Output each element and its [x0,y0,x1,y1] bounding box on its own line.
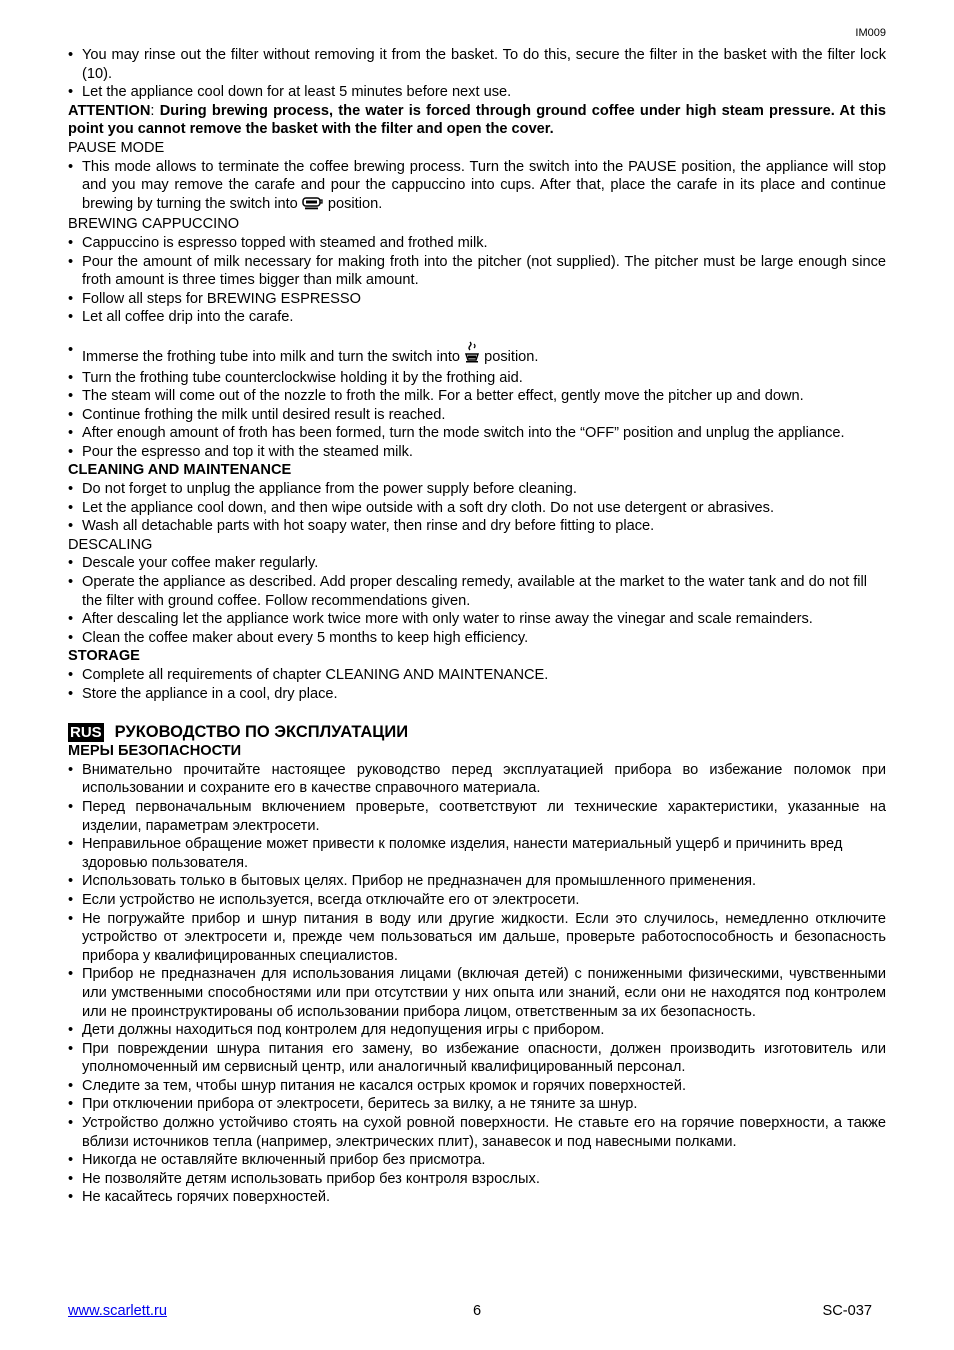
list-item: • Continue frothing the milk until desired result is reached. [68,406,886,425]
section-title-cleaning: CLEANING AND MAINTENANCE [68,462,292,479]
list-item: • Не погружайте прибор и шнур питания в воду или другие жидкости. Если это случилось, немедленно отключите устройство от электросети и, прежде чем пользоваться им дальше, проверьте работоспособность и безопасность прибора у квалифицированных специалистов. [68,910,886,966]
list-item [68,341,886,369]
list-item: • Clean the coffee maker about every 5 months to keep high efficiency. [68,629,886,648]
language-badge: RUS [70,724,102,742]
document-code: IM009 [855,27,886,39]
list-item: • Не позволяйте детям использовать прибор без контроля взрослых. [68,1170,886,1189]
list-item: • Pour the amount of milk necessary for making froth into the pitcher (not supplied). The pitcher must be large enough since froth amount is three times bigger than milk amount. [68,253,886,290]
steam-text-end: position. [480,348,539,365]
page-footer [68,1303,872,1323]
list-item: • Устройство должно устойчиво стоять на сухой ровной поверхности. Не ставьте его на горячие поверхности, а также вблизи источников тепла (например, электрических плит), занавесок и под навесными полками. [68,1114,886,1151]
list-item: • Operate the appliance as described. Add proper descaling remedy, available at the market to the water tank and do not fill the filter with ground coffee. Follow recommendations given. [68,573,886,610]
pause-text-end: position. [323,195,383,212]
list-item: • Do not forget to unplug the appliance from the power supply before cleaning. [68,480,886,499]
attention-text: During brewing process, the water is forced through ground coffee under high steam pressure. At this point you cannot remove the basket with the filter and open the cover. [68,102,886,138]
coffee-cup-icon [302,197,324,216]
list-item: • Неправильное обращение может привести к поломке изделия, нанести материальный ущерб и причинить вред здоровью пользователя. [68,835,886,872]
list-item: • Let all coffee drip into the carafe. [68,308,886,327]
list-item: • Pour the espresso and top it with the steamed milk. [68,443,886,462]
list-item: • Внимательно прочитайте настоящее руководство перед эксплуатацией прибора во избежание поломок при использовании и сохраните его в качестве справочного материала. [68,761,886,798]
model-number: SC-037 [822,1303,872,1319]
section-title-pause-mode: PAUSE MODE [68,139,165,156]
russian-section-header [68,723,886,742]
list-item: • Не касайтесь горячих поверхностей. [68,1188,886,1207]
list-item: • Let the appliance cool down, and then wipe outside with a soft dry cloth. Do not use detergent or abrasives. [68,499,886,518]
section-title-descaling: DESCALING [68,536,153,553]
attention-note [68,102,886,139]
list-item: • Cappuccino is espresso topped with steamed and frothed milk. [68,234,886,253]
list-item: • Использовать только в бытовых целях. Прибор не предназначен для промышленного применения. [68,872,886,891]
list-item: • Перед первоначальным включением проверьте, соответствуют ли технические характеристики, указанные на изделии, параметрам электросети. [68,798,886,835]
russian-section-title: РУКОВОДСТВО ПО ЭКСПЛУАТАЦИИ [114,723,409,742]
spacer [68,327,886,341]
list-item: • Wash all detachable parts with hot soapy water, then rinse and dry before fitting to place. [68,517,886,536]
list-item: • Turn the frothing tube counterclockwise holding it by the frothing aid. [68,369,886,388]
list-item: • Let the appliance cool down for at least 5 minutes before next use. [68,83,886,102]
section-title-brewing-cappuccino: BREWING CAPPUCCINO [68,216,240,233]
page-content [68,46,886,1207]
page-number: 6 [473,1303,482,1319]
list-item: • При отключении прибора от электросети, беритесь за вилку, а не тяните за шнур. [68,1095,886,1114]
steam-icon [464,341,480,369]
list-item: • Complete all requirements of chapter CLEANING AND MAINTENANCE. [68,666,886,685]
list-item [68,158,886,216]
safety-title: МЕРЫ БЕЗОПАСНОСТИ [68,743,242,760]
section-title-storage: STORAGE [68,648,140,665]
steam-text: Immerse the frothing tube into milk and turn the switch into [82,348,460,365]
attention-label: ATTENTION [68,102,151,119]
list-item: • Следите за тем, чтобы шнур питания не касался острых кромок и горячих поверхностей. [68,1077,886,1096]
pause-text: This mode allows to terminate the coffee brewing process. Turn the switch into the PAUSE position, the appliance will stop and you may remove the carafe and pour the cappuccino into cups. After that, place the carafe in its place and continue brewing by turning the switch into [82,158,886,212]
list-item: • You may rinse out the filter without removing it from the basket. To do this, secure the filter in the basket with the filter lock (10). [68,46,886,83]
list-item: • Follow all steps for BREWING ESPRESSO [68,290,886,309]
safety-list [68,761,886,1207]
list-item: • Прибор не предназначен для использования лицами (включая детей) с пониженными физическими, чувственными или умственными способностями или при отсутствии у них опыта или знаний, если они не находятся под контролем или не проинструктированы об использовании прибора лицом, ответственным за их безопасность. [68,965,886,1021]
list-item: • Никогда не оставляйте включенный прибор без присмотра. [68,1151,886,1170]
list-item: • After enough amount of froth has been formed, turn the mode switch into the “OFF” position and unplug the appliance. [68,424,886,443]
list-item: • Descale your coffee maker regularly. [68,554,886,573]
list-item: • Если устройство не используется, всегда отключайте его от электросети. [68,891,886,910]
website-link[interactable]: www.scarlett.ru [68,1303,167,1319]
list-item: • The steam will come out of the nozzle to froth the milk. For a better effect, gently move the pitcher up and down. [68,387,886,406]
list-item: • After descaling let the appliance work twice more with only water to rinse away the vinegar and scale remainders. [68,610,886,629]
list-item: • При повреждении шнура питания его замену, во избежание опасности, должен производить изготовитель или уполномоченный им сервисный центр, или аналогичный квалифицированный персонал. [68,1040,886,1077]
list-item: • Дети должны находиться под контролем для недопущения игры с прибором. [68,1021,886,1040]
list-item: • Store the appliance in a cool, dry place. [68,685,886,704]
attention-separator: : [150,102,160,119]
